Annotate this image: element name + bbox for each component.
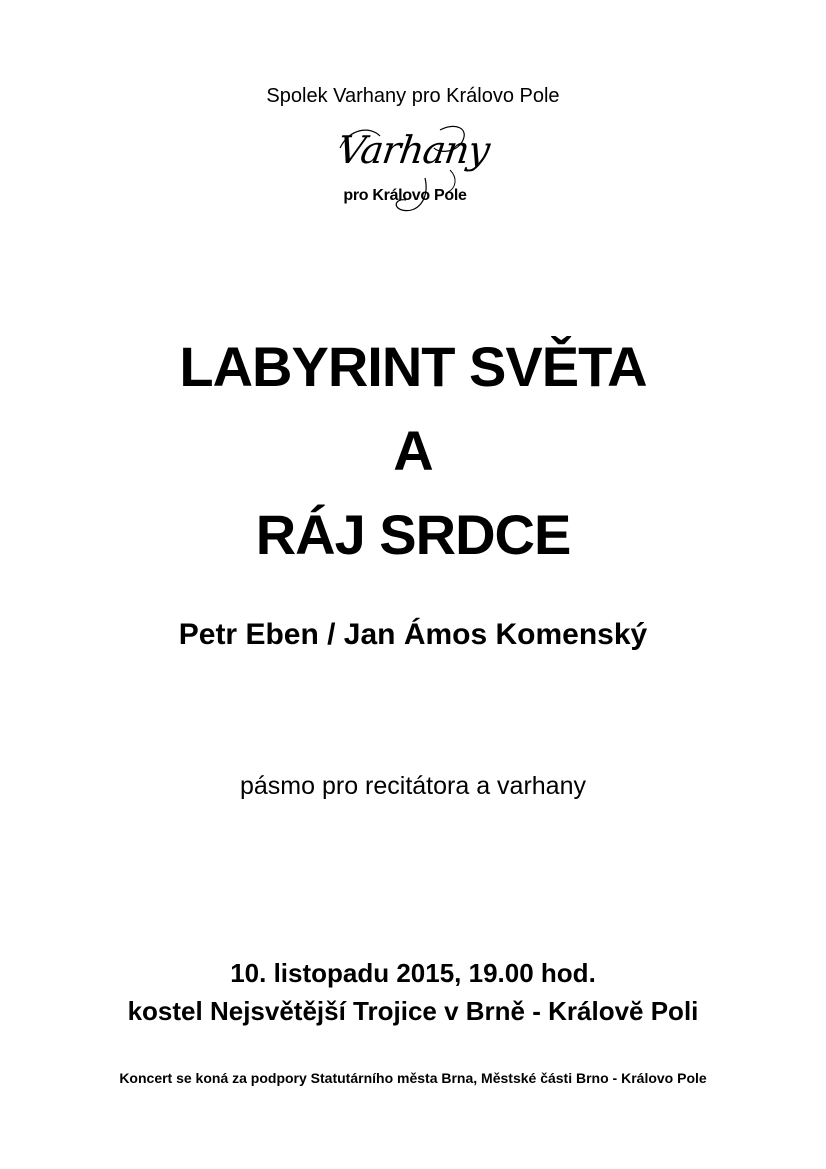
organization-name: Spolek Varhany pro Královo Pole: [266, 85, 560, 107]
title-line-1: LABYRINT SVĚTA: [179, 335, 647, 398]
event-venue: kostel Nejsvětější Trojice v Brně - Královĕ Poli: [127, 996, 699, 1026]
authors-line: Petr Eben / Jan Ámos Komenský: [178, 618, 648, 651]
logo-script-text: Varhany: [334, 128, 492, 172]
support-note: Koncert se koná za podpory Statutárního města Brna, Městské části Brno - Královo Pole: [119, 1070, 707, 1086]
event-date: 10. listopadu 2015, 19.00 hod.: [230, 958, 596, 988]
logo-subtitle: pro Královo Pole: [343, 187, 467, 204]
title-line-3: RÁJ SRDCE: [255, 503, 571, 566]
title-line-2: A: [393, 419, 433, 482]
description-line: pásmo pro recitátora a varhany: [239, 772, 586, 800]
organization-logo: [330, 118, 492, 218]
